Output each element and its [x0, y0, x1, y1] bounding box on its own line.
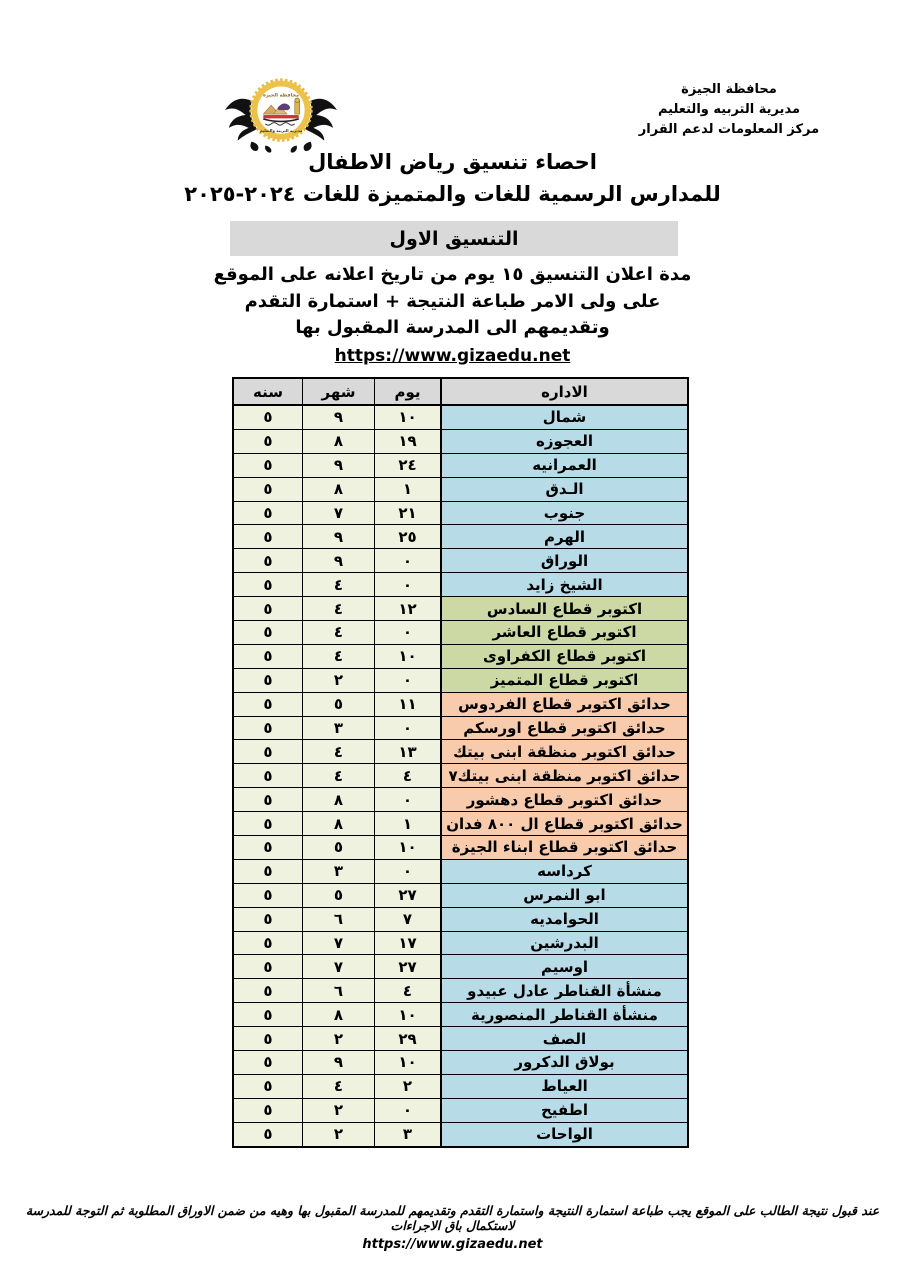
day-cell: ١٣: [375, 740, 442, 764]
table-row: [233, 644, 688, 668]
year-cell: ٥: [233, 883, 303, 907]
month-cell: ٨: [303, 429, 375, 453]
table-row: [233, 883, 688, 907]
admin-name-cell: اكتوبر قطاع السادس: [441, 597, 688, 621]
admin-name-cell: اكتوبر قطاع الكفراوى: [441, 644, 688, 668]
table-row: [233, 1003, 688, 1027]
table-row: [233, 525, 688, 549]
header-month: شهر: [303, 378, 375, 405]
table-row: [233, 1122, 688, 1146]
table-row: [233, 812, 688, 836]
table-row: [233, 692, 688, 716]
day-cell: ١٧: [375, 931, 442, 955]
year-cell: ٥: [233, 979, 303, 1003]
svg-text:مديرية التربية والتعليم: مديرية التربية والتعليم: [259, 127, 303, 133]
year-cell: ٥: [233, 477, 303, 501]
admin-name-cell: حدائق اكتوبر منظقة ابنى بيتك٧: [441, 764, 688, 788]
title-line-2: للمدارس الرسمية للغات والمتميزة للغات ٢٠٢٤-٢٠٢٥: [184, 181, 721, 206]
table-row: [233, 740, 688, 764]
day-cell: ٠: [375, 621, 442, 645]
day-cell: ٢١: [375, 501, 442, 525]
admin-name-cell: حدائق اكتوبر قطاع ال ٨٠٠ فدان: [441, 812, 688, 836]
admin-name-cell: العياط: [441, 1074, 688, 1098]
year-cell: ٥: [233, 549, 303, 573]
table-row: [233, 1098, 688, 1122]
year-cell: ٥: [233, 859, 303, 883]
year-cell: ٥: [233, 907, 303, 931]
admin-name-cell: اوسيم: [441, 955, 688, 979]
year-cell: ٥: [233, 836, 303, 860]
day-cell: ٠: [375, 573, 442, 597]
year-cell: ٥: [233, 1098, 303, 1122]
admin-name-cell: بولاق الدكرور: [441, 1051, 688, 1075]
month-cell: ٢: [303, 1098, 375, 1122]
month-cell: ٧: [303, 931, 375, 955]
month-cell: ٤: [303, 1074, 375, 1098]
day-cell: ١٠: [375, 1051, 442, 1075]
year-cell: ٥: [233, 597, 303, 621]
month-cell: ٤: [303, 573, 375, 597]
year-cell: ٥: [233, 812, 303, 836]
year-cell: ٥: [233, 429, 303, 453]
day-cell: ٠: [375, 788, 442, 812]
month-cell: ٢: [303, 1122, 375, 1146]
footer-instructions: عند قبول نتيجة الطالب على الموقع يجب طباعة استمارة النتيجة واستمارة التقدم وتقديمهم للمدرسة المقبول بها وهيه من ضمن الاوراق المطلوبة ثم التوجة للمدرسة لاستكمال باق الاجراءات: [25, 1203, 880, 1233]
year-cell: ٥: [233, 644, 303, 668]
table-row: [233, 907, 688, 931]
title-line-1: احصاء تنسيق رياض الاطفال: [308, 150, 597, 174]
day-cell: ٧: [375, 907, 442, 931]
table-row: [233, 716, 688, 740]
day-cell: ٠: [375, 859, 442, 883]
notice-block: [0, 262, 905, 370]
admin-name-cell: اكتوبر قطاع المتميز: [441, 668, 688, 692]
year-cell: ٥: [233, 955, 303, 979]
table-row: [233, 1074, 688, 1098]
table-row: [233, 955, 688, 979]
year-cell: ٥: [233, 1051, 303, 1075]
table-row: [233, 501, 688, 525]
admin-name-cell: جنوب: [441, 501, 688, 525]
table-row: [233, 859, 688, 883]
table-row: [233, 405, 688, 429]
month-cell: ٧: [303, 955, 375, 979]
month-cell: ٩: [303, 405, 375, 429]
month-cell: ٦: [303, 979, 375, 1003]
admin-name-cell: منشأة القناطر عادل عبيدو: [441, 979, 688, 1003]
banner-label: التنسيق الاول: [389, 227, 519, 250]
admin-name-cell: الصف: [441, 1027, 688, 1051]
month-cell: ٩: [303, 1051, 375, 1075]
notice-line-3: وتقديمهم الى المدرسة المقبول بها: [295, 317, 610, 339]
table-row: [233, 621, 688, 645]
table-row: [233, 764, 688, 788]
notice-lines: [0, 262, 905, 342]
table-row: [233, 931, 688, 955]
day-cell: ١٠: [375, 405, 442, 429]
day-cell: ٢٥: [375, 525, 442, 549]
year-cell: ٥: [233, 764, 303, 788]
year-cell: ٥: [233, 525, 303, 549]
month-cell: ٨: [303, 477, 375, 501]
gizaedu-link[interactable]: https://www.gizaedu.net: [334, 345, 571, 366]
table-row: [233, 549, 688, 573]
day-cell: ٢: [375, 1074, 442, 1098]
table-row: [233, 1027, 688, 1051]
year-cell: ٥: [233, 740, 303, 764]
table-row: [233, 979, 688, 1003]
table-row: [233, 453, 688, 477]
day-cell: ٤: [375, 979, 442, 1003]
admin-name-cell: كرداسه: [441, 859, 688, 883]
admin-name-cell: حدائق اكتوبر منظقة ابنى بيتك: [441, 740, 688, 764]
month-cell: ٩: [303, 525, 375, 549]
day-cell: ٢٧: [375, 883, 442, 907]
table-header-row: [233, 378, 688, 405]
table-row: [233, 597, 688, 621]
month-cell: ٤: [303, 644, 375, 668]
year-cell: ٥: [233, 573, 303, 597]
day-cell: ٠: [375, 668, 442, 692]
year-cell: ٥: [233, 788, 303, 812]
day-cell: ١٠: [375, 836, 442, 860]
day-cell: ١١: [375, 692, 442, 716]
admin-name-cell: الشيخ زايد: [441, 573, 688, 597]
table-row: [233, 477, 688, 501]
year-cell: ٥: [233, 453, 303, 477]
admin-name-cell: اكتوبر قطاع العاشر: [441, 621, 688, 645]
first-coordination-banner: [230, 221, 678, 256]
org-line-3: مركز المعلومات لدعم القرار: [638, 122, 820, 138]
admin-name-cell: حدائق اكتوبر قطاع اورسكم: [441, 716, 688, 740]
notice-line-1: مدة اعلان التنسيق ١٥ يوم من تاريخ اعلانه على الموقع: [213, 264, 692, 285]
day-cell: ١٠: [375, 644, 442, 668]
admin-name-cell: حدائق اكتوبر قطاع الفردوس: [441, 692, 688, 716]
month-cell: ٩: [303, 453, 375, 477]
admin-name-cell: اطفيح: [441, 1098, 688, 1122]
table-row: [233, 429, 688, 453]
month-cell: ٨: [303, 812, 375, 836]
admin-name-cell: الوراق: [441, 549, 688, 573]
admin-name-cell: الواحات: [441, 1122, 688, 1146]
month-cell: ٦: [303, 907, 375, 931]
month-cell: ٤: [303, 621, 375, 645]
admin-name-cell: ابو النمرس: [441, 883, 688, 907]
day-cell: ١٢: [375, 597, 442, 621]
admin-name-cell: منشأة القناطر المنصورية: [441, 1003, 688, 1027]
admin-name-cell: العمرانيه: [441, 453, 688, 477]
admin-name-cell: البدرشين: [441, 931, 688, 955]
table-row: [233, 573, 688, 597]
month-cell: ٨: [303, 788, 375, 812]
header-day: يوم: [375, 378, 442, 405]
day-cell: ٠: [375, 549, 442, 573]
day-cell: ٠: [375, 716, 442, 740]
document-title: [0, 147, 905, 210]
year-cell: ٥: [233, 1122, 303, 1146]
organization-header: [615, 80, 843, 140]
svg-text:محافظة الجيزة: محافظة الجيزة: [262, 92, 300, 99]
day-cell: ٢٩: [375, 1027, 442, 1051]
month-cell: ٧: [303, 501, 375, 525]
header-year: سنه: [233, 378, 303, 405]
table-row: [233, 836, 688, 860]
admin-name-cell: حدائق اكتوبر قطاع ابناء الجيزة: [441, 836, 688, 860]
year-cell: ٥: [233, 1027, 303, 1051]
day-cell: ١٠: [375, 1003, 442, 1027]
year-cell: ٥: [233, 405, 303, 429]
month-cell: ٢: [303, 1027, 375, 1051]
year-cell: ٥: [233, 668, 303, 692]
admin-name-cell: حدائق اكتوبر قطاع دهشور: [441, 788, 688, 812]
day-cell: ٤: [375, 764, 442, 788]
admin-name-cell: العجوزه: [441, 429, 688, 453]
admin-name-cell: الهرم: [441, 525, 688, 549]
month-cell: ٨: [303, 1003, 375, 1027]
org-line-1: محافظة الجيزة: [681, 82, 777, 97]
day-cell: ٢٤: [375, 453, 442, 477]
year-cell: ٥: [233, 692, 303, 716]
month-cell: ٥: [303, 836, 375, 860]
month-cell: ٤: [303, 740, 375, 764]
month-cell: ٥: [303, 883, 375, 907]
month-cell: ٣: [303, 859, 375, 883]
day-cell: ١: [375, 812, 442, 836]
footer-link-wrap: [0, 1237, 905, 1252]
day-cell: ٢٧: [375, 955, 442, 979]
org-line-2: مديرية التربيه والتعليم: [657, 102, 801, 118]
year-cell: ٥: [233, 1003, 303, 1027]
gizaedu-footer-link[interactable]: https://www.gizaedu.net: [362, 1237, 543, 1252]
table-row: [233, 1051, 688, 1075]
year-cell: ٥: [233, 501, 303, 525]
table-body: [233, 405, 688, 1147]
day-cell: ١٩: [375, 429, 442, 453]
table-row: [233, 788, 688, 812]
notice-line-2: على ولى الامر طباعة النتيجة + استمارة التقدم: [244, 290, 661, 312]
coordination-schedule-table: [232, 377, 689, 1148]
year-cell: ٥: [233, 1074, 303, 1098]
table-row: [233, 668, 688, 692]
admin-name-cell: الحوامديه: [441, 907, 688, 931]
admin-name-cell: الـدق: [441, 477, 688, 501]
year-cell: ٥: [233, 621, 303, 645]
header-admin: الاداره: [441, 378, 688, 405]
year-cell: ٥: [233, 931, 303, 955]
day-cell: ٠: [375, 1098, 442, 1122]
day-cell: ٣: [375, 1122, 442, 1146]
admin-name-cell: شمال: [441, 405, 688, 429]
month-cell: ٤: [303, 764, 375, 788]
month-cell: ٣: [303, 716, 375, 740]
month-cell: ٢: [303, 668, 375, 692]
month-cell: ٩: [303, 549, 375, 573]
month-cell: ٥: [303, 692, 375, 716]
month-cell: ٤: [303, 597, 375, 621]
year-cell: ٥: [233, 716, 303, 740]
day-cell: ١: [375, 477, 442, 501]
